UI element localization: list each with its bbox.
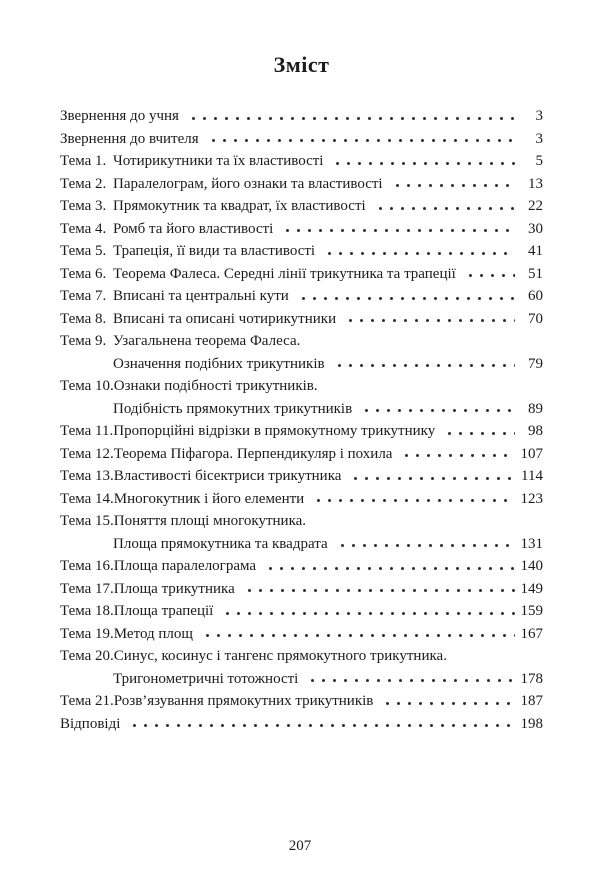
toc-entry-label: Тема 11. bbox=[60, 423, 114, 439]
toc-entry-line bbox=[60, 240, 543, 263]
toc-entry-line bbox=[60, 510, 543, 533]
toc-entry-line bbox=[60, 623, 543, 646]
toc-page-number: 60 bbox=[528, 288, 543, 304]
dot-leader bbox=[463, 263, 515, 286]
toc-entry-line bbox=[60, 353, 543, 376]
dot-leader bbox=[280, 218, 515, 241]
toc-entry-title: Пропорційні відрізки в прямокутному трикутнику bbox=[113, 423, 436, 439]
toc-entry-label: Тема 10. bbox=[60, 378, 114, 394]
toc-entry-line bbox=[60, 533, 543, 556]
toc-entry-line bbox=[60, 555, 543, 578]
toc-entry-label: Тема 13. bbox=[60, 468, 114, 484]
toc-entry-line bbox=[60, 398, 543, 421]
toc-entry-line bbox=[60, 330, 543, 353]
toc-entry-title: Розв’язування прямокутних трикутників bbox=[113, 693, 374, 709]
toc-entry-label: Тема 21. bbox=[60, 693, 114, 709]
toc-entry-title: Ромб та його властивості bbox=[113, 220, 274, 237]
toc-page-number: 159 bbox=[520, 603, 543, 619]
toc-page-number: 198 bbox=[520, 715, 543, 732]
toc-entry-title: Вписані та описані чотирикутники bbox=[113, 310, 337, 327]
toc-page-number: 114 bbox=[521, 468, 543, 484]
toc-entry-title: Властивості бісектриси трикутника bbox=[113, 468, 342, 484]
toc-page-number: 89 bbox=[528, 400, 543, 417]
toc-entry-title: Вписані та центральні кути bbox=[113, 288, 289, 304]
toc-entry-line bbox=[60, 488, 543, 511]
toc-entry-line bbox=[60, 308, 543, 331]
toc-entry-line bbox=[60, 195, 543, 218]
toc-entry-title: Теорема Піфагора. Перпендикуляр і похила bbox=[113, 445, 393, 462]
toc-entry-title: Чотирикутники та їх властивості bbox=[113, 153, 324, 169]
toc-entry-label: Тема 7. bbox=[60, 288, 107, 304]
dot-leader bbox=[343, 308, 515, 331]
toc-entry-label: Тема 14. bbox=[60, 490, 114, 507]
toc-entry-label: Тема 17. bbox=[60, 580, 114, 597]
toc-entry-line bbox=[60, 173, 543, 196]
dot-leader bbox=[442, 420, 515, 443]
toc-entry-line bbox=[60, 128, 543, 151]
dot-leader bbox=[186, 105, 515, 128]
dot-leader bbox=[263, 555, 515, 578]
dot-leader bbox=[206, 128, 515, 151]
toc-entry-line bbox=[60, 645, 543, 668]
toc-list bbox=[60, 105, 543, 735]
dot-leader bbox=[390, 173, 515, 196]
toc-entry-label: Тема 19. bbox=[60, 625, 114, 642]
toc-entry-label: Тема 8. bbox=[60, 310, 107, 327]
toc-entry-label: Тема 3. bbox=[60, 198, 107, 214]
toc-entry-title: Прямокутник та квадрат, їх властивості bbox=[113, 198, 366, 214]
toc-entry-label: Тема 18. bbox=[60, 603, 114, 619]
toc-entry-title: Ознаки подібності трикутників. bbox=[113, 378, 318, 394]
dot-leader bbox=[399, 443, 515, 466]
toc-entry-title: Синус, косинус і тангенс прямокутного трикутника. bbox=[113, 648, 447, 664]
toc-entry-title: Звернення до учня bbox=[60, 108, 179, 124]
toc-page-number: 107 bbox=[520, 445, 543, 462]
toc-entry-title: Тригонометричні тотожності bbox=[113, 670, 299, 687]
toc-entry-label: Тема 15. bbox=[60, 513, 114, 529]
toc-page-number: 178 bbox=[520, 670, 543, 687]
toc-entry-label: Тема 4. bbox=[60, 220, 107, 237]
toc-entry-line bbox=[60, 713, 543, 736]
dot-leader bbox=[311, 488, 515, 511]
toc-page-number: 149 bbox=[520, 580, 543, 597]
toc-page-number: 131 bbox=[520, 535, 543, 552]
toc-entry-label: Тема 12. bbox=[60, 445, 114, 462]
toc-entry-title: Трапеція, її види та властивості bbox=[113, 243, 316, 259]
dot-leader bbox=[380, 690, 515, 713]
toc-entry-label: Тема 20. bbox=[60, 648, 114, 664]
toc-entry-line bbox=[60, 375, 543, 398]
toc-entry-line bbox=[60, 420, 543, 443]
toc-page-number: 123 bbox=[520, 490, 543, 507]
toc-entry-line bbox=[60, 105, 543, 128]
toc-page-number: 140 bbox=[520, 558, 543, 574]
toc-entry-title: Відповіді bbox=[60, 715, 121, 732]
toc-entry-title: Площа паралелограма bbox=[113, 558, 257, 574]
toc-page-number: 79 bbox=[528, 355, 543, 372]
toc-entry-title: Площа прямокутника та квадрата bbox=[113, 535, 328, 552]
dot-leader bbox=[200, 623, 515, 646]
toc-entry-title: Подібність прямокутних трикутників bbox=[113, 400, 353, 417]
toc-page-number: 3 bbox=[535, 108, 543, 124]
toc-entry-line bbox=[60, 285, 543, 308]
toc-page-number: 70 bbox=[528, 310, 543, 327]
toc-page-number: 5 bbox=[535, 153, 543, 169]
dot-leader bbox=[359, 398, 515, 421]
toc-entry-line bbox=[60, 668, 543, 691]
dot-leader bbox=[373, 195, 515, 218]
footer-page-number: 207 bbox=[288, 838, 312, 854]
toc-entry-line bbox=[60, 600, 543, 623]
dot-leader bbox=[332, 353, 515, 376]
dot-leader bbox=[296, 285, 515, 308]
toc-entry-title: Означення подібних трикутників bbox=[113, 355, 325, 372]
dot-leader bbox=[330, 150, 515, 173]
toc-entry-title: Площа трикутника bbox=[113, 580, 235, 597]
toc-entry-title: Метод площ bbox=[113, 625, 193, 642]
dot-leader bbox=[305, 668, 515, 691]
page-title: Зміст bbox=[273, 52, 330, 77]
toc-entry-line bbox=[60, 263, 543, 286]
dot-leader bbox=[127, 713, 515, 736]
toc-page-number: 98 bbox=[528, 423, 543, 439]
toc-entry-title: Звернення до вчителя bbox=[60, 130, 199, 147]
toc-entry-label: Тема 2. bbox=[60, 175, 107, 192]
toc-page-number: 187 bbox=[520, 693, 543, 709]
dot-leader bbox=[322, 240, 515, 263]
toc-entry-title: Теорема Фалеса. Середні лінії трикутника та трапеції bbox=[113, 265, 456, 282]
toc-entry-label: Тема 16. bbox=[60, 558, 114, 574]
toc-entry-line bbox=[60, 578, 543, 601]
toc-entry-line bbox=[60, 465, 543, 488]
toc-entry-label: Тема 6. bbox=[60, 265, 107, 282]
toc-entry-title: Узагальнена теорема Фалеса. bbox=[113, 333, 301, 349]
toc-page-number: 13 bbox=[528, 175, 543, 192]
dot-leader bbox=[242, 578, 515, 601]
toc-entry-title: Площа трапеції bbox=[113, 603, 214, 619]
toc-entry-title: Поняття площі многокутника. bbox=[113, 513, 307, 529]
toc-page-number: 167 bbox=[520, 625, 543, 642]
dot-leader bbox=[348, 465, 515, 488]
dot-leader bbox=[220, 600, 515, 623]
toc-page-number: 51 bbox=[528, 265, 543, 282]
toc-entry-title: Паралелограм, його ознаки та властивості bbox=[113, 175, 383, 192]
toc-entry-line bbox=[60, 150, 543, 173]
dot-leader bbox=[335, 533, 515, 556]
toc-page-number: 22 bbox=[528, 198, 543, 214]
toc-entry-label: Тема 1. bbox=[60, 153, 107, 169]
toc-page-number: 30 bbox=[528, 220, 543, 237]
toc-entry-label: Тема 5. bbox=[60, 243, 107, 259]
toc-entry-line bbox=[60, 690, 543, 713]
toc-entry-line bbox=[60, 218, 543, 241]
toc-entry-label: Тема 9. bbox=[60, 333, 107, 349]
toc-entry-title: Многокутник і його елементи bbox=[113, 490, 305, 507]
toc-entry-line bbox=[60, 443, 543, 466]
toc-page-number: 41 bbox=[528, 243, 543, 259]
toc-page-number: 3 bbox=[535, 130, 543, 147]
